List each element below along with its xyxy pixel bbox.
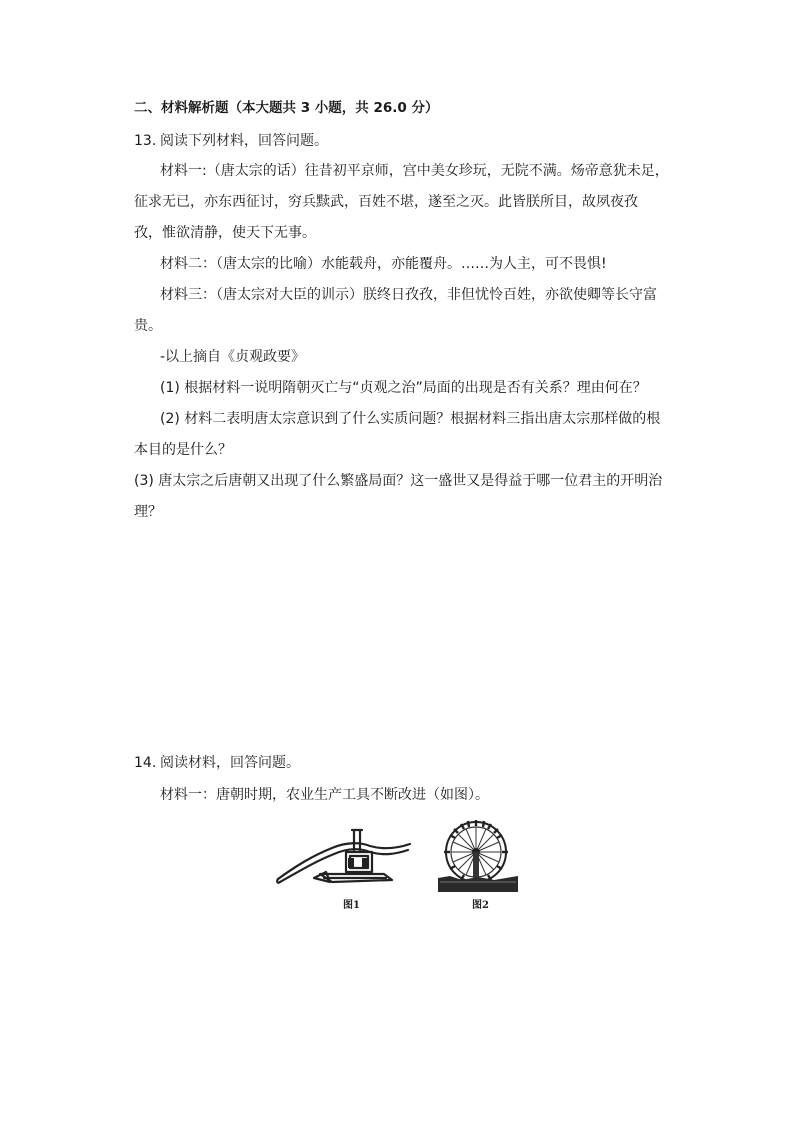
figure1-caption: 图1: [343, 900, 360, 911]
q13-subquestion-2-line2: 本目的是什么？: [134, 442, 232, 458]
q13-material1-line1: 材料一:（唐太宗的话）往昔初平京师，宫中美女珍玩，无院不满。炀帝意犹未足，: [160, 163, 669, 179]
q13-subquestion-1: (1) 根据材料一说明隋朝灭亡与“贞观之治”局面的出现是否有关系？理由何在？: [160, 380, 647, 396]
q13-source: -以上摘自《贞观政要》: [160, 349, 306, 365]
q14-number: 14.: [134, 755, 157, 771]
q13-material2-line1: 材料二：（唐太宗的比喻）水能载舟，亦能覆舟。……为人主，可不畏惧!: [160, 256, 607, 272]
q13-material1-line2: 征求无已，亦东西征讨，穷兵黩武，百姓不堪，遂至之灭。此皆朕所目，故夙夜孜: [134, 194, 638, 210]
section-title: 二、材料解析题（本大题共 3 小题，共 26.0 分）: [134, 100, 439, 116]
figure2-caption: 图2: [472, 900, 489, 911]
q13-subquestion-3-line2: 理？: [134, 504, 162, 520]
q13-material1-line3: 孜，惟欲清静，使天下无事。: [134, 225, 316, 241]
q13-material3-line1: 材料三：（唐太宗对大臣的训示）朕终日孜孜，非但忧怜百姓，亦欲使卿等长守富: [160, 287, 657, 303]
q13-material3-line2: 贵。: [134, 318, 162, 334]
waterwheel-icon: [438, 818, 518, 892]
curved-plow-icon: [274, 826, 414, 892]
q13-subquestion-3-line1: (3) 唐太宗之后唐朝又出现了什么繁盛局面？这一盛世又是得益于哪一位君主的开明治: [134, 473, 663, 489]
q13-prompt: 阅读下列材料，回答问题。: [160, 133, 328, 149]
q14-prompt: 阅读材料，回答问题。: [160, 755, 300, 771]
q13-subquestion-2-line1: (2) 材料二表明唐太宗意识到了什么实质问题？根据材料三指出唐太宗那样做的根: [160, 411, 661, 427]
q14-material1: 材料一：唐朝时期，农业生产工具不断改进（如图）。: [160, 787, 489, 803]
q13-number: 13.: [134, 133, 157, 149]
